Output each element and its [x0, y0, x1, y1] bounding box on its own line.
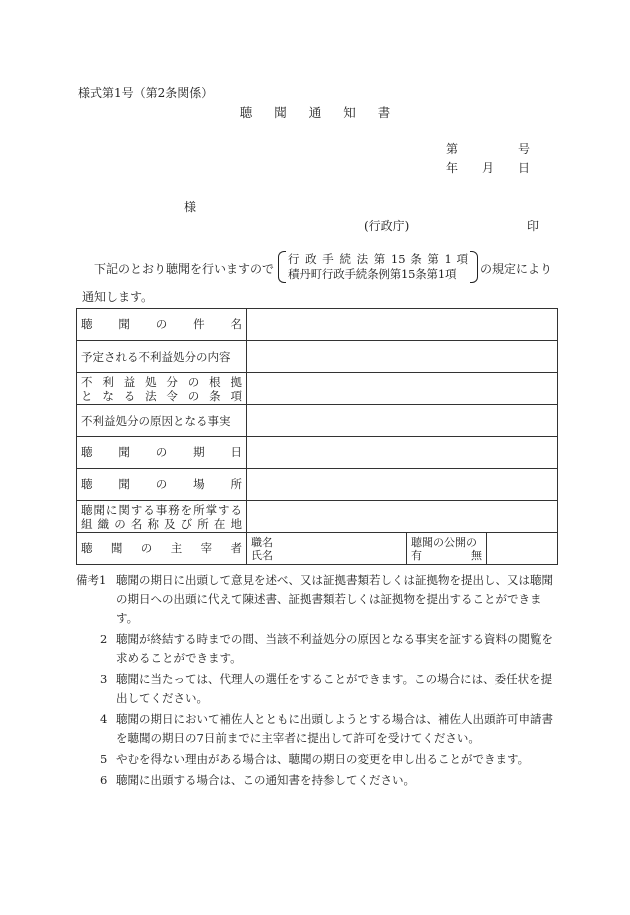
title-char: 知 [343, 105, 356, 120]
intro-lead: 下記のとおり聴聞を行いますので [94, 262, 275, 276]
remark-item [76, 710, 556, 748]
label-hearing-place: 聴 聞 の 場 所 [77, 469, 247, 501]
remark-number: 3 [100, 672, 108, 686]
addressee-suffix: 様 [184, 200, 197, 214]
value-subject[interactable] [247, 309, 558, 341]
table-row [77, 501, 558, 533]
table-row [77, 533, 558, 565]
post-label: 職名 [251, 535, 273, 549]
remark-text: やむを得ない理由がある場合は、聴聞の期日の変更を申し出ることができます。 [116, 752, 530, 766]
law-reference-1: 行 政 手 続 法 第 15 条 第 1 項 [288, 252, 468, 266]
table-row [77, 309, 558, 341]
label-subject: 聴 聞 の 件 名 [77, 309, 247, 341]
date-month: 月 [482, 161, 495, 175]
remark-number: 4 [100, 712, 108, 726]
remark-item [76, 771, 556, 790]
date-year: 年 [446, 161, 459, 175]
label-cause-facts: 不利益処分の原因となる事実 [77, 405, 247, 437]
label-hearing-date: 聴 聞 の 期 日 [77, 437, 247, 469]
remark-text: 聴聞に出頭する場合は、この通知書を持参してください。 [116, 773, 415, 787]
table-row [77, 373, 558, 405]
label-presiding-officer: 聴 聞 の 主 宰 者 [77, 533, 247, 565]
remark-number: 6 [100, 773, 108, 787]
value-legal-basis[interactable] [247, 373, 558, 405]
value-hearing-place[interactable] [247, 469, 558, 501]
table-row [77, 405, 558, 437]
remark-item [76, 571, 556, 628]
number-suffix: 号 [517, 142, 530, 156]
label-planned-disposition: 予定される不利益処分の内容 [77, 341, 247, 373]
table-row [77, 437, 558, 469]
right-bracket [470, 251, 478, 283]
agency-label: (行政庁) [364, 219, 410, 233]
table-row [77, 341, 558, 373]
title-char: 通 [308, 105, 322, 120]
label-legal-basis: 不 利 益 処 分 の 根 拠 と な る 法 令 の 条 項 [77, 373, 247, 405]
remark-text: 聴聞が終結する時までの間、当該不利益処分の原因となる事実を証する資料の閲覧を求めることができます。 [116, 632, 553, 665]
remark-item [76, 670, 556, 708]
document-number [446, 140, 530, 157]
document-title [150, 103, 480, 121]
left-bracket [278, 251, 286, 283]
remark-text: 聴聞の期日に出頭して意見を述べ、又は証拠書類若しくは証拠物を提出し、又は聴聞の期日への出頭に代えて陳述書、証拠書類若しくは証拠物を提出することができます。 [116, 573, 553, 625]
date-day: 日 [517, 161, 530, 175]
value-planned-disposition[interactable] [247, 341, 558, 373]
remark-number: 2 [100, 632, 108, 646]
label-office: 聴聞に関する事務を所掌する 組 織 の 名 称 及 び 所 在 地 [77, 501, 247, 533]
value-office[interactable] [247, 501, 558, 533]
value-presiding-officer[interactable] [247, 533, 407, 565]
public-yes[interactable]: 有 [411, 548, 422, 562]
remark-text: 聴聞の期日において補佐人とともに出頭しようとする場合は、補佐人出頭許可申請書を聴聞の期日の7日前までに主宰者に提出して許可を受けてください。 [116, 712, 553, 745]
form-number: 様式第1号（第2条関係） [78, 86, 214, 100]
name-label: 氏名 [251, 548, 273, 562]
intro-tail: の規定により [480, 262, 553, 276]
seal-mark: 印 [527, 219, 540, 233]
value-public-hearing[interactable] [487, 533, 558, 565]
title-char: 聴 [239, 105, 253, 120]
remark-text: 聴聞に当たっては、代理人の選任をすることができます。この場合には、委任状を提出してください。 [116, 672, 553, 705]
label-public-hearing: 聴聞の公開の 有 無 [407, 533, 487, 565]
law-bracket [278, 251, 478, 283]
value-hearing-date[interactable] [247, 437, 558, 469]
law-reference-2: 積丹町行政手続条例第15条第1項 [288, 267, 457, 281]
title-char: 書 [377, 105, 391, 120]
remarks [76, 571, 556, 790]
remark-item [76, 630, 556, 668]
remarks-label: 備考1 [76, 573, 107, 587]
hearing-table [76, 308, 558, 565]
remark-item [76, 750, 556, 769]
value-cause-facts[interactable] [247, 405, 558, 437]
public-no[interactable]: 無 [471, 548, 482, 562]
table-row [77, 469, 558, 501]
remark-number: 5 [100, 752, 108, 766]
number-prefix: 第 [446, 142, 459, 156]
intro-line2: 通知します。 [82, 290, 154, 304]
title-char: 聞 [274, 105, 287, 120]
